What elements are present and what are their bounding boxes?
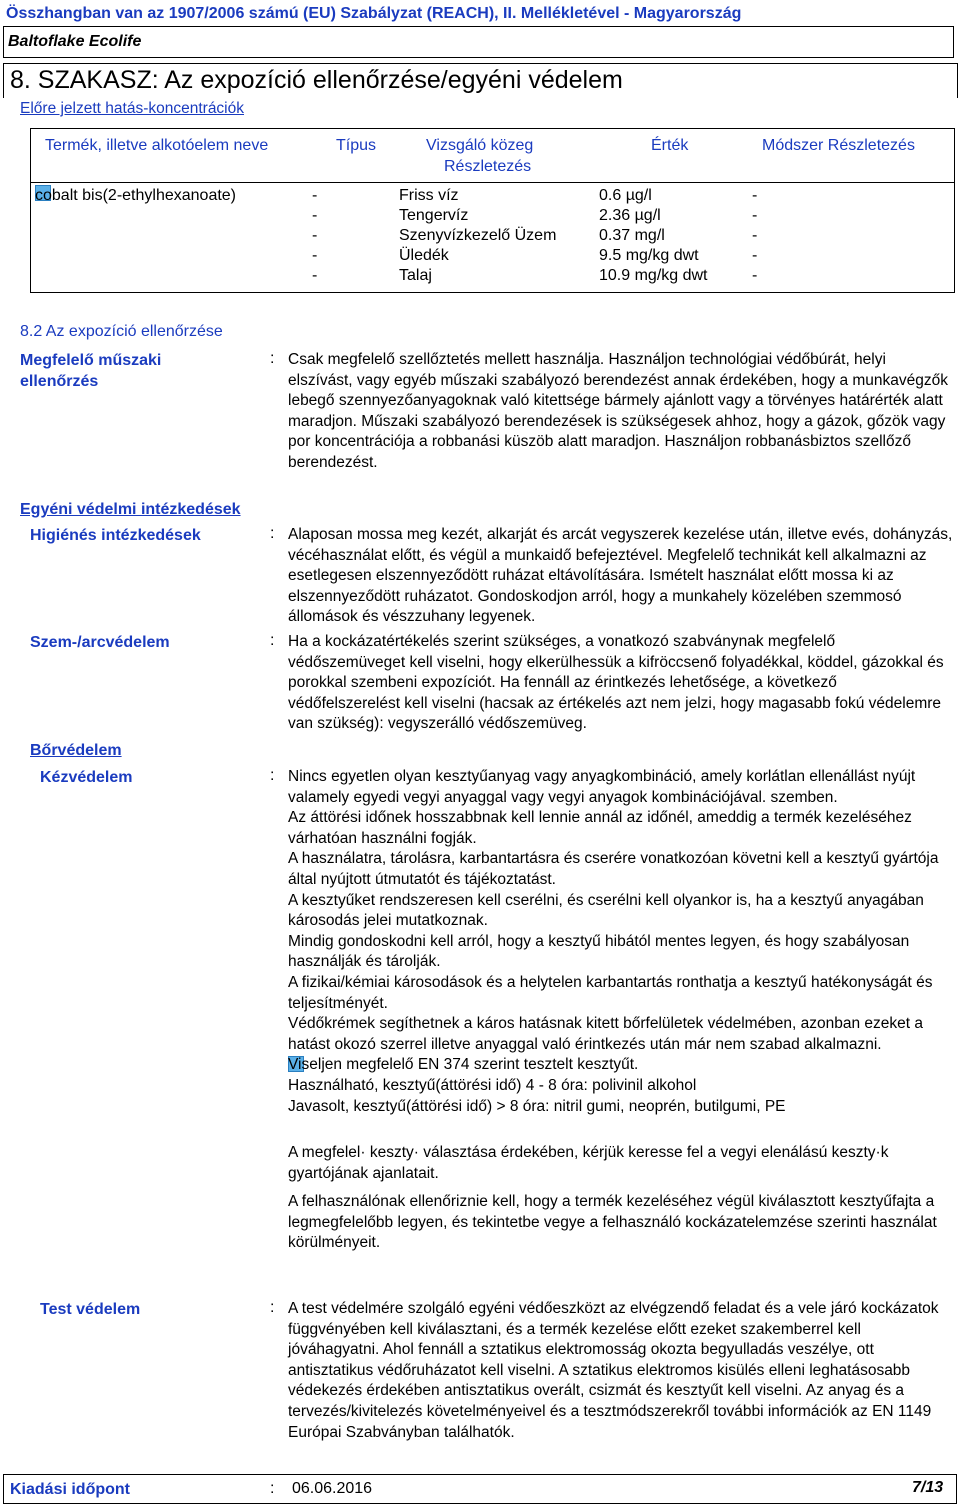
section-title-box bbox=[3, 63, 958, 98]
skin-heading: Bőrvédelem bbox=[30, 742, 122, 759]
engineering-label-line2: ellenőrzés bbox=[20, 373, 99, 390]
method-column bbox=[752, 186, 757, 286]
regulation-header: Összhangban van az 1907/2006 számú (EU) Szabályzat (REACH), II. Mellékletével - Magyarország bbox=[6, 5, 742, 22]
component-name: cobalt bis(2-ethylhexanoate) bbox=[35, 187, 237, 204]
section-subtitle: Előre jelzett hatás-koncentrációk bbox=[20, 100, 245, 117]
col-header-medium: Vizsgáló közeg bbox=[426, 137, 534, 154]
glove-lines bbox=[288, 1055, 953, 1117]
table-cell: Friss víz bbox=[399, 187, 459, 204]
col-header-name: Termék, illetve alkotóelem neve bbox=[45, 137, 269, 154]
col-header-method: Módszer Részletezés bbox=[762, 137, 915, 154]
table-cell: 0.6 µg/l bbox=[599, 187, 652, 204]
hygiene-text: Alaposan mossa meg kezét, alkarját és arcát vegyszerek kezelése után, illetve evés, dohányzás, vécéhasználat előtt, és végül a munkaidő befejeztével. Megfelelő technikát kell alkalmazni az esetlegesen elszennyeződött ruházat eltávolítására. Ismételt használat előtt mossa ki az elszennyeződött ruházatot. Gondoskodjon arról, hogy a munkahely közelében szemmosó állomások és vészzuhany legyenek. bbox=[288, 526, 953, 626]
col-header-value: Érték bbox=[651, 137, 689, 154]
colon: : bbox=[270, 525, 275, 542]
hand-label: Kézvédelem bbox=[40, 769, 133, 786]
hand-paragraph: A fizikai/kémiai károsodások és a helytelen karbantartás ronthatja a kesztyű hatékonyságát és teljesítményét. bbox=[288, 973, 933, 1012]
table-cell: Szenyvízkezelő Üzem bbox=[399, 227, 557, 244]
hand-line: Javasolt, kesztyű(áttörési idő) > 8 óra: nitril gumi, neoprén, butilgumi, PE bbox=[288, 1097, 786, 1115]
hand-paragraph: A kesztyűket rendszeresen kell cserélni, és cserélni kell olyankor is, ha a kesztyű anyagában károsodás jelei mutatkoznak. bbox=[288, 891, 924, 930]
col-header-type: Típus bbox=[336, 137, 377, 154]
footer-label: Kiadási időpont bbox=[10, 1481, 130, 1498]
table-cell: - bbox=[752, 207, 758, 224]
hand-paragraph: Nincs egyetlen olyan kesztyűanyag vagy anyagkombináció, amely korlátlan ellenállást nyújt valamely egyedi vegyi anyaggal vagy vegyi anyagok kombinációjával. szemben. bbox=[288, 768, 916, 806]
colon: : bbox=[270, 767, 275, 784]
table-cell: 9.5 mg/kg dwt bbox=[599, 247, 699, 264]
product-name: Baltoflake Ecolife bbox=[8, 33, 142, 50]
page-number: 7/13 bbox=[912, 1479, 944, 1496]
colon: : bbox=[270, 350, 275, 367]
hand-extra: A megfelel· keszty· választása érdekében, kérjük keresse fel a vegyi elenálású keszty·k gyartójának ajanlatait. bbox=[288, 1144, 889, 1182]
eye-label: Szem-/arcvédelem bbox=[30, 634, 170, 651]
engineering-label bbox=[20, 350, 161, 392]
table-cell: 0.37 mg/l bbox=[599, 227, 665, 244]
table-cell: - bbox=[312, 187, 318, 204]
table-cell: 10.9 mg/kg dwt bbox=[599, 267, 708, 284]
engineering-text: Csak megfelelő szellőztetés mellett használja. Használjon technológiai védőbúrát, helyi elszívást, vagy egyéb műszaki szabályozó berendezést annak érdekében, hogy a munkavégzők lebegő szennyezőanyagoknak való kitettsége bármely ajánlott vagy a törvényes határérték alatt maradjon. Műszaki szabályozó berendezések is szükségesek ahhoz, hogy a gázok, gőzök vagy por koncentrációja a robbanási küszöb alatt maradjon. Használjon robbanásbiztos szellőző berendezést. bbox=[288, 351, 948, 471]
body-label: Test védelem bbox=[40, 1301, 141, 1318]
hand-paragraph: Védőkrémek segíthetnek a káros hatásnak kitett bőrfelületek védelmében, azonban ezeket a hatást okozó szerrel illetve anyaggal való érintkezés után már nem szabad alkalmazni. bbox=[288, 1015, 924, 1053]
table-cell: Üledék bbox=[399, 247, 449, 264]
table-cell: 2.36 µg/l bbox=[599, 207, 661, 224]
engineering-label-line1: Megfelelő műszaki bbox=[20, 352, 162, 369]
table-cell: Talaj bbox=[399, 267, 432, 284]
eye-text: Ha a kockázatértékelés szerint szükséges, a vonatkozó szabványnak megfelelő védőszemüveget kell viselni, hogy elkerülhessük a kifröccsenő folyadékkal, köddel, gázokkal és porokkal szembeni expozíciót. Ha fennáll az érintkezés lehetősége, a következő védőfelszerelést kell viselni (hacsak az értékelés azt nem jelzi, hogy magasabb fokú védelemre van szükség): vegyszerálló védőszemüveg. bbox=[288, 633, 944, 733]
table-cell: Tengervíz bbox=[399, 207, 469, 224]
table-cell: - bbox=[752, 227, 758, 244]
hand-paragraph: Mindig gondoskodni kell arról, hogy a kesztyű hibától mentes legyen, és hogy szabályosan használják és tárolják. bbox=[288, 932, 910, 971]
personal-heading: Egyéni védelmi intézkedések bbox=[20, 501, 241, 518]
footer-colon: : bbox=[270, 1480, 275, 1497]
hygiene-label: Higiénés intézkedések bbox=[30, 527, 201, 544]
exposure-heading: 8.2 Az expozíció ellenőrzése bbox=[20, 323, 223, 340]
table-cell: - bbox=[312, 227, 318, 244]
colon: : bbox=[270, 1299, 275, 1316]
section-title: 8. SZAKASZ: Az expozíció ellenőrzése/egyéni védelem bbox=[10, 66, 623, 94]
hand-text bbox=[288, 767, 953, 1254]
table-cell: - bbox=[752, 247, 758, 264]
table-cell: - bbox=[312, 247, 318, 264]
body-text: A test védelmére szolgáló egyéni védőeszközt az elvégzendő feladat és a vele járó kockázatok függvényében kell kiválasztani, és a termék kezelése előtt ezeket szakemberrel kell jóváhagyatni. Ahol fennáll a sztatikus elektromosság okozta begyulladás veszélye, ott antisztatikus védőruházatot kell viselni. A sztatikus elektromos kisülés elleni leghatásosabb védekezés érdekében antisztatikus overált, csizmát és kesztyűt kell viselni. Az anyag és a tervezés/kivitelezés követelményeivel és a tesztmódszerekről további információk az EN 1149 Európai Szabványban találhatók. bbox=[288, 1300, 939, 1441]
table-cell: - bbox=[312, 267, 318, 284]
footer-date: 06.06.2016 bbox=[292, 1480, 373, 1497]
hand-line: Használható, kesztyű(áttörési idő) 4 - 8 óra: polivinil alkohol bbox=[288, 1076, 697, 1094]
value-column bbox=[599, 186, 708, 286]
table-cell: - bbox=[312, 207, 318, 224]
col-header-medium2: Részletezés bbox=[444, 158, 532, 175]
hand-paragraph: A használatra, tárolásra, karbantartásra és cserére vonatkozóan követni kell a kesztyű gyártója által nyújtott útmutatót és tájékoztatást. bbox=[288, 850, 939, 888]
table-divider bbox=[30, 182, 955, 183]
product-title-box bbox=[3, 26, 954, 58]
table-cell: - bbox=[752, 187, 758, 204]
hand-line: Viseljen megfelelő EN 374 szerint tesztelt kesztyűt. bbox=[288, 1056, 639, 1074]
medium-column bbox=[399, 186, 556, 286]
footer-box bbox=[3, 1474, 957, 1504]
colon: : bbox=[270, 632, 275, 649]
hand-paragraph: Az áttörési időnek hosszabbnak kell lennie annál az időnél, ameddig a termék kezeléséhez várhatóan használni fogják. bbox=[288, 809, 912, 847]
type-column bbox=[312, 186, 317, 286]
table-cell: - bbox=[752, 267, 758, 284]
hand-extra: A felhasználónak ellenőriznie kell, hogy a termék kezeléséhez végül kiválasztott kesztyűfajta a legmegfelelőbb legyen, és tekintetbe vegye a felhasználó kockázatelemzése szerinti használat körülményeit. bbox=[288, 1193, 937, 1252]
